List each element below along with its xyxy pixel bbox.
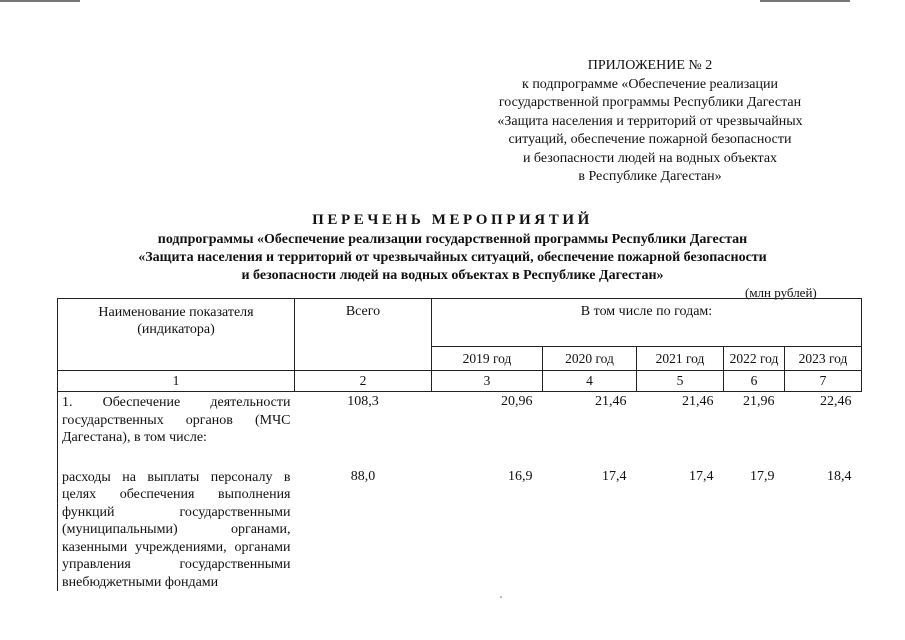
table-row (58, 467, 862, 592)
header-year: 2020 год (543, 347, 637, 371)
appendix-line: и безопасности людей на водных объектах (522, 150, 778, 166)
appendix-block (480, 57, 820, 187)
unit-label: (млн рублей) (745, 285, 817, 300)
row-value: 22,46 (820, 394, 852, 409)
column-number: 2 (295, 371, 432, 392)
scan-edge-right (760, 0, 850, 2)
column-number: 1 (58, 371, 295, 392)
header-year: 2022 год (724, 347, 785, 371)
row-total: 88,0 (350, 468, 376, 484)
row-value: 21,46 (682, 394, 714, 409)
appendix-line: в Республике Дагестан» (578, 169, 722, 184)
row-value: 17,9 (750, 468, 775, 484)
appendix-line: ситуаций, обеспечение пожарной безопасности (508, 132, 792, 147)
header-years: В том числе по годам: (432, 299, 862, 347)
row-value: 18,4 (827, 468, 852, 484)
row-value: 20,96 (501, 394, 533, 409)
header-year: 2023 год (785, 347, 862, 371)
header-name: Наименование показателя (индикатора) (58, 299, 295, 371)
header-year: 2021 год (637, 347, 724, 371)
header-year: 2019 год (432, 347, 543, 371)
subtitle-line: подпрограммы «Обеспечение реализации государственной программы Республики Дагестан (157, 232, 748, 247)
subtitle-line: «Защита населения и территорий от чрезвычайных ситуаций, обеспечение пожарной безопасности (138, 250, 767, 265)
header-total: Всего (295, 299, 432, 371)
column-number: 7 (785, 371, 862, 392)
appendix-line: государственной программы Республики Дагестан (498, 95, 802, 110)
column-number: 5 (637, 371, 724, 392)
column-number: 4 (543, 371, 637, 392)
row-spacer (58, 447, 862, 467)
row-name: 1. Обеспечение деятельности государственных органов (МЧС Дагестана), в том числе: (58, 392, 295, 447)
row-value: 21,46 (595, 394, 627, 409)
appendix-line: ПРИЛОЖЕНИЕ № 2 (587, 58, 713, 73)
row-value: 21,96 (743, 394, 775, 409)
scan-edge-left (0, 0, 80, 2)
row-total: 108,3 (347, 394, 379, 409)
table-row (58, 392, 862, 447)
appendix-line: к подпрограмме «Обеспечение реализации (522, 76, 778, 92)
scan-speck (500, 596, 502, 598)
row-value: 17,4 (602, 468, 627, 484)
subtitle-line: и безопасности людей на водных объектах в Республике Дагестан» (241, 268, 664, 283)
document-subtitle (60, 231, 845, 285)
row-value: 17,4 (689, 468, 714, 484)
column-number: 6 (724, 371, 785, 392)
appendix-line: «Защита населения и территорий от чрезвычайных (497, 113, 803, 129)
document-title: ПЕРЕЧЕНЬ МЕРОПРИЯТИЙ (312, 212, 593, 228)
measures-table (57, 298, 862, 591)
row-name: расходы на выплаты персоналу в целях обеспечения выполнения функций государственными (муниципальными) органами, казенными учреждениями, органами управления государственными внебюджетными фондами (58, 467, 295, 592)
column-number: 3 (432, 371, 543, 392)
row-value: 16,9 (508, 468, 533, 484)
